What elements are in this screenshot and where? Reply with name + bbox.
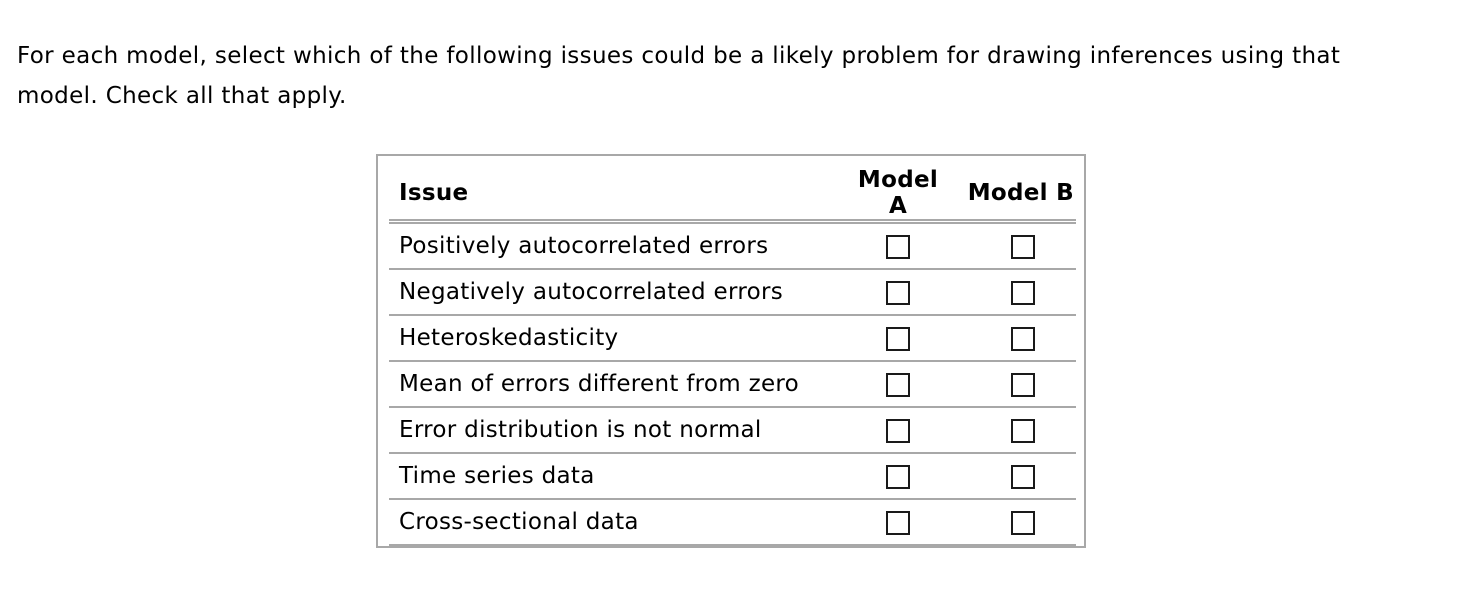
prompt-line-2: model. Check all that apply.	[17, 83, 347, 109]
issue-label: Cross-sectional data	[389, 499, 840, 545]
model-a-checkbox[interactable]	[886, 419, 910, 443]
prompt-line-1: For each model, select which of the following issues could be a likely problem for drawing inferences using that	[17, 43, 1341, 69]
model-a-checkbox[interactable]	[886, 511, 910, 535]
issue-label: Positively autocorrelated errors	[389, 222, 840, 270]
model-b-checkbox[interactable]	[1011, 419, 1035, 443]
issues-table	[389, 167, 1076, 546]
model-b-checkbox[interactable]	[1011, 281, 1035, 305]
table-row	[389, 269, 1076, 315]
issue-label: Negatively autocorrelated errors	[389, 269, 840, 315]
model-a-checkbox[interactable]	[886, 281, 910, 305]
header-model-a: Model A	[840, 167, 948, 222]
table-row	[389, 315, 1076, 361]
header-model-b: Model B	[948, 167, 1076, 222]
model-b-checkbox[interactable]	[1011, 373, 1035, 397]
issue-label: Mean of errors different from zero	[389, 361, 840, 407]
table-row	[389, 453, 1076, 499]
header-issue: Issue	[389, 167, 840, 222]
model-b-checkbox[interactable]	[1011, 235, 1035, 259]
issue-label: Heteroskedasticity	[389, 315, 840, 361]
issue-label: Time series data	[389, 453, 840, 499]
table-row	[389, 499, 1076, 545]
issues-table-frame	[376, 154, 1086, 548]
table-row	[389, 407, 1076, 453]
model-a-checkbox[interactable]	[886, 327, 910, 351]
table-row	[389, 361, 1076, 407]
model-a-checkbox[interactable]	[886, 373, 910, 397]
model-a-checkbox[interactable]	[886, 235, 910, 259]
table-row	[389, 222, 1076, 270]
issue-label: Error distribution is not normal	[389, 407, 840, 453]
model-b-checkbox[interactable]	[1011, 327, 1035, 351]
question-prompt	[17, 36, 1417, 116]
model-b-checkbox[interactable]	[1011, 511, 1035, 535]
model-b-checkbox[interactable]	[1011, 465, 1035, 489]
table-header-row	[389, 167, 1076, 222]
model-a-checkbox[interactable]	[886, 465, 910, 489]
